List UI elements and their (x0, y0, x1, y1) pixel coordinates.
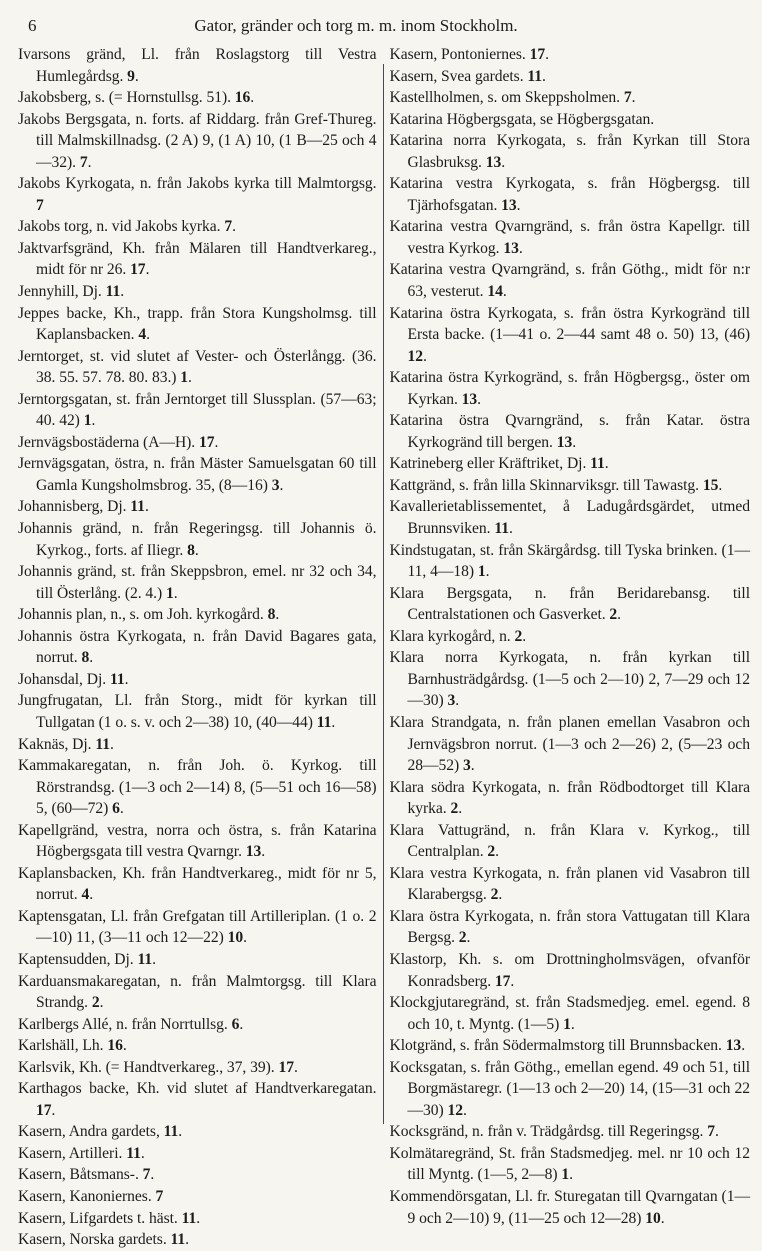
street-entry: Katarina vestra Qvarngränd, s. från Göthg., midt för n:r 63, vesterut. 14. (389, 261, 750, 301)
right-column (384, 44, 751, 1227)
street-entry: Kattgränd, s. från lilla Skinnarviksgr. till Tawastg. 15. (389, 476, 723, 494)
page-title: Gator, gränder och torg m. m. inom Stockholm. (194, 16, 518, 35)
street-entry: Johannis gränd, n. från Regeringsg. till Johannis ö. Kyrkog., forts. af Iliegr. 8. (18, 520, 377, 559)
street-entry: Kaptensudden, Dj. 11. (18, 950, 156, 968)
street-entry: Katrineberg eller Kräftriket, Dj. 11. (389, 455, 609, 473)
street-entry: Kaplansbacken, Kh. från Handtverkareg., midt för nr 5, norrut. 4. (18, 864, 377, 904)
street-entry: Jeppes backe, Kh., trapp. från Stora Kungsholmsg. till Kaplansbacken. 4. (18, 304, 377, 344)
street-entry: Karduansmakaregatan, n. från Malmtorgsg. till Klara Strandg. 2. (18, 972, 377, 1012)
street-entry: Jungfrugatan, Ll. från Storg., midt för kyrkan till Tullgatan (1 o. s. v. och 2—38) 10, (40—44) 11. (18, 692, 377, 731)
street-entry: Jakobs torg, n. vid Jakobs kyrka. 7. (18, 218, 236, 236)
street-entry: Klara Strandgata, n. från planen emellan Vasabron och Jernvägsbron norrut. (1—3 och 2—26) 2, (5—23 och 28—52) 3. (389, 713, 750, 775)
street-entry: Kasern, Båtsmans-. 7. (18, 1166, 155, 1184)
street-entry: Klara norra Kyrkogata, n. från kyrkan till Barnhusträdgårdsg. (1—5 och 2—10) 2, 7—29 och 12—30) 3. (389, 649, 750, 710)
street-entry: Karlsvik, Kh. (= Handtverkareg., 37, 39). 17. (18, 1058, 298, 1076)
street-entry: Johansdal, Dj. 11. (18, 670, 129, 688)
street-entry: Kocksgränd, n. från v. Trädgårdsg. till Regeringsg. 7. (389, 1123, 719, 1141)
street-entry: Johannis plan, n., s. om Joh. kyrkogård. 8. (18, 606, 280, 624)
page-header (28, 16, 734, 44)
street-entry: Katarina östra Qvarngränd, s. från Katar. östra Kyrkogränd till bergen. 13. (389, 412, 750, 451)
street-entry: Kavallerietablissementet, å Ladugårdsgärdet, utmed Brunnsviken. 11. (389, 498, 750, 538)
street-entry: Jernvägsgatan, östra, n. från Mäster Samuelsgatan 60 till Gamla Kungsholmsbrog. 35, (8—16) 3. (18, 455, 377, 494)
street-entry: Kocksgatan, s. från Göthg., emellan egend. 49 och 51, till Borgmästaregr. (1—13 och 2—20) 14, (15—31 och 22—30) 12. (389, 1058, 750, 1119)
street-entry: Kolmätaregränd, St. från Stadsmedjeg. mel. nr 10 och 12 till Myntg. (1—5, 2—8) 1. (389, 1144, 750, 1184)
street-entry: Jakobs Kyrkogata, n. från Jakobs kyrka till Malmtorgsg. 7 (18, 175, 377, 214)
street-entry: Katarina vestra Kyrkogata, s. från Högbergsg. till Tjärhofsgatan. 13. (389, 175, 750, 214)
street-entry: Jerntorget, st. vid slutet af Vester- och Österlångg. (36. 38. 55. 57. 78. 80. 83.) 1. (18, 347, 377, 387)
street-entry: Jakobsberg, s. (= Hornstullsg. 51). 16. (18, 89, 255, 107)
street-entry: Karlshäll, Lh. 16. (18, 1037, 127, 1055)
street-entry: Klara södra Kyrkogata, n. från Rödbodtorget till Klara kyrka. 2. (389, 778, 750, 818)
street-entry: Johannis gränd, st. från Skeppsbron, emel. nr 32 och 34, till Österlång. (2. 4.) 1. (18, 563, 377, 602)
street-entry: Klara Bergsgata, n. från Beridarebansg. till Centralstationen och Gasverket. 2. (389, 584, 750, 624)
street-entry: Jerntorgsgatan, st. från Jerntorget till Slussplan. (57—63; 40. 42) 1. (18, 390, 377, 430)
street-entry: Jennyhill, Dj. 11. (18, 283, 125, 301)
street-entry: Klara östra Kyrkogata, n. från stora Vattugatan till Klara Bergsg. 2. (389, 907, 750, 947)
street-entry: Jakobs Bergsgata, n. forts. af Riddarg. från Gref-Thureg. till Malmskillnadsg. (2 A) 9, (1 A) 10, (1 B—25 och 4—32). 7. (18, 110, 377, 171)
street-entry: Kaptensgatan, Ll. från Grefgatan till Artilleriplan. (1 o. 2—10) 11, (3—11 och 12—22) 10. (18, 907, 377, 947)
page-number: 6 (28, 16, 37, 35)
street-entry: Katarina Högbergsgata, se Högbergsgatan. (389, 110, 655, 128)
street-entry: Kommendörsgatan, Ll. fr. Sturegatan till Qvarngatan (1—9 och 2—10) 9, (11—25 och 12—28) 10. (389, 1187, 750, 1227)
street-entry: Karlbergs Allé, n. från Norrtullsg. 6. (18, 1015, 244, 1033)
street-entry: Katarina norra Kyrkogata, s. från Kyrkan till Stora Glasbruksg. 13. (389, 132, 750, 171)
street-entry: Kasern, Svea gardets. 11. (389, 67, 546, 85)
street-entry: Johannis östra Kyrkogata, n. från David Bagares gata, norrut. 8. (18, 627, 377, 667)
street-entry: Kindstugatan, st. från Skärgårdsg. till Tyska brinken. (1—11, 4—18) 1. (389, 541, 750, 581)
street-entry: Kapellgränd, vestra, norra och östra, s. från Katarina Högbergsgata till vestra Qvarngr. 13. (18, 821, 377, 861)
street-entry: Katarina östra Kyrkogata, s. från östra Kyrkogränd till Ersta backe. (1—41 o. 2—44 samt 48 o. 50) 13, (46) 12. (389, 304, 750, 365)
street-entry: Katarina östra Kyrkogränd, s. från Högbergsg., öster om Kyrkan. 13. (389, 369, 750, 408)
street-entry: Kasern, Andra gardets, 11. (18, 1123, 183, 1141)
street-entry: Klastorp, Kh. s. om Drottningholmsvägen, ofvanför Konradsberg. 17. (389, 950, 750, 990)
street-entry: Ivarsons gränd, Ll. från Roslagstorg till Vestra Humlegårdsg. 9. (18, 46, 377, 85)
street-entry: Kasern, Pontoniernes. 17. (389, 46, 549, 63)
street-entry: Kastellholmen, s. om Skeppsholmen. 7. (389, 89, 636, 107)
street-entry: Klara kyrkogård, n. 2. (389, 627, 527, 645)
street-entry: Kasern, Norska gardets. 11. (18, 1231, 190, 1249)
street-entry: Jernvägsbostäderna (A—H). 17. (18, 433, 219, 451)
street-entry: Katarina vestra Qvarngränd, s. från östra Kapellgr. till vestra Kyrkog. 13. (389, 218, 750, 257)
street-entry: Kasern, Kanoniernes. 7 (18, 1187, 164, 1205)
street-entry: Kasern, Artilleri. 11. (18, 1144, 145, 1162)
street-entry: Johannisberg, Dj. 11. (18, 498, 149, 516)
left-column (18, 44, 383, 1249)
street-entry: Jaktvarfsgränd, Kh. från Mälaren till Handtverkareg., midt för nr 26. 17. (18, 239, 377, 279)
street-entry: Klara Vattugränd, n. från Klara v. Kyrkog., till Centralplan. 2. (389, 821, 750, 861)
street-entry: Kammakaregatan, n. från Joh. ö. Kyrkog. till Rörstrandsg. (1—3 och 2—14) 8, (5—51 och 16—58) 5, (60—72) 6. (18, 757, 377, 818)
street-entry: Kaknäs, Dj. 11. (18, 735, 114, 753)
street-entry: Klockgjutaregränd, st. från Stadsmedjeg. emel. egend. 8 och 10, t. Myntg. (1—5) 1. (389, 994, 750, 1033)
street-entry: Karthagos backe, Kh. vid slutet af Handtverkaregatan. 17. (18, 1080, 377, 1119)
street-entry: Klara vestra Kyrkogata, n. från planen vid Vasabron till Klarabergsg. 2. (389, 864, 750, 904)
street-entry: Kasern, Lifgardets t. häst. 11. (18, 1209, 201, 1227)
directory-columns (18, 44, 750, 1249)
street-entry: Klotgränd, s. från Södermalmstorg till Brunnsbacken. 13. (389, 1037, 746, 1055)
